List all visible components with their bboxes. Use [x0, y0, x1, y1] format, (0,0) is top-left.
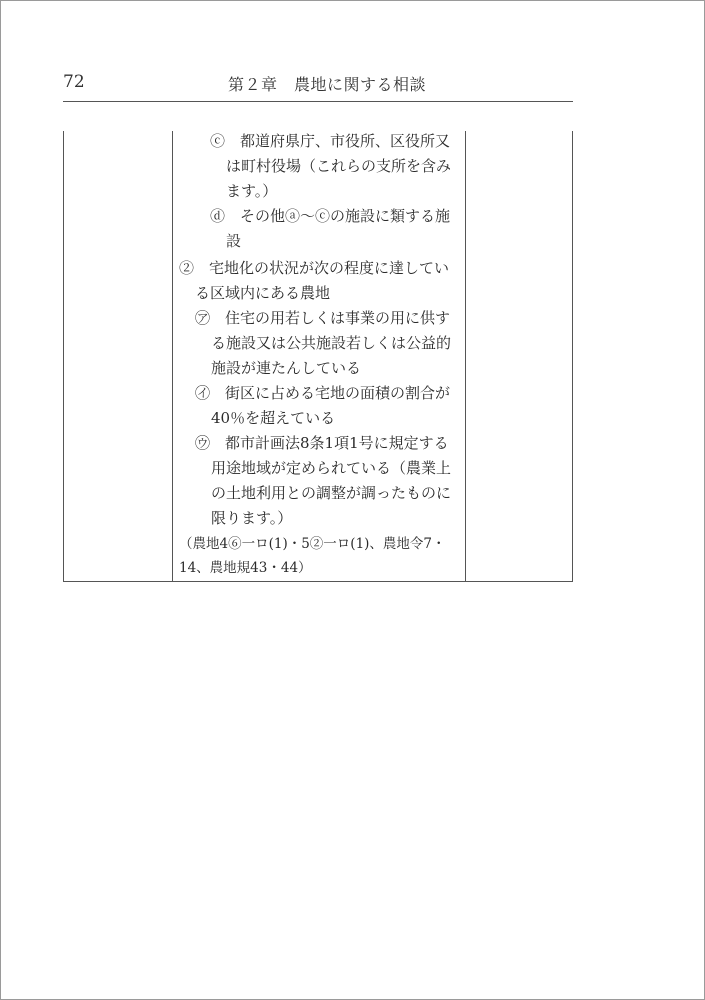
table-column-divider-right — [465, 131, 466, 582]
item-2-line-2: る区域内にある農地 — [195, 284, 331, 302]
citation-line-2: 14、農地規43・44） — [179, 560, 312, 576]
table-frame — [63, 131, 573, 582]
item-c-line-1: ⓒ 都道府県庁、市役所、区役所又 — [210, 132, 451, 150]
header-rule — [63, 101, 573, 102]
item-c-line-2: は町村役場（これらの支所を含み — [226, 157, 452, 175]
item-2-line-1: ② 宅地化の状況が次の程度に達してい — [179, 259, 450, 277]
citation-line-1: （農地4⑥一ロ(1)・5②一ロ(1)、農地令7・ — [179, 536, 446, 552]
item-u-line-3: の土地利用との調整が調ったものに — [211, 484, 452, 502]
item-u-line-4: 限ります。） — [211, 509, 293, 527]
item-i-line-1: ㋑ 街区に占める宅地の面積の割合が — [195, 384, 451, 402]
running-header-title: 第２章 農地に関する相談 — [228, 75, 427, 94]
item-u-line-1: ㋒ 都市計画法8条1項1号に規定する — [195, 434, 449, 452]
table-column-divider-left — [172, 131, 173, 582]
item-i-line-2: 40％を超えている — [211, 409, 336, 427]
item-d-line-1: ⓓ その他ⓐ～ⓒの施設に類する施 — [210, 207, 451, 225]
item-a-line-2: る施設又は公共施設若しくは公益的 — [211, 334, 452, 352]
item-u-line-2: 用途地域が定められている（農業上 — [211, 459, 452, 477]
page-number: 72 — [63, 72, 85, 92]
item-a-line-1: ㋐ 住宅の用若しくは事業の用に供す — [195, 309, 451, 327]
item-c-line-3: ます。） — [226, 182, 278, 200]
item-a-line-3: 施設が連たんしている — [211, 359, 362, 377]
item-d-line-2: 設 — [226, 232, 242, 250]
